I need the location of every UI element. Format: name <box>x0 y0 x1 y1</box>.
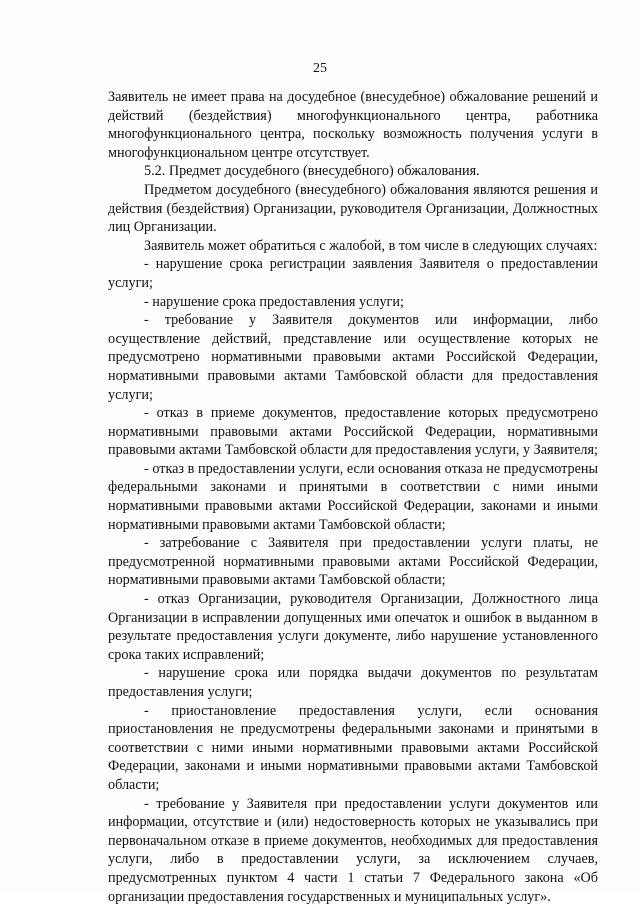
paragraph: - отказ в предоставлении услуги, если основания отказа не предусмотрены федеральными законами и принятыми в соответствии с ними иными нормативными правовыми актами Российской Федерации, законами и иными нормативными правовыми актами Тамбовской области; <box>108 460 598 533</box>
paragraph: - отказ Организации, руководителя Организации, Должностного лица Организации в исправлении допущенных ими опечаток и ошибок в выданном в результате предоставления услуги документе, либо нарушение установленного срока таких исправлений; <box>108 591 598 663</box>
paragraph: - нарушение срока или порядка выдачи документов по результатам предоставления услуги; <box>108 665 598 700</box>
paragraph: - приостановление предоставления услуги, если основания приостановления не предусмотрены федеральными законами и принятыми в соответствии с ними иными нормативными правовыми актами Российской Федерации, законами и иными нормативными правовыми актами Тамбовской области; <box>108 702 598 793</box>
page-number: 25 <box>313 61 327 76</box>
paragraph: - нарушение срока регистрации заявления Заявителя о предоставлении услуги; <box>108 256 598 291</box>
paragraph: Заявитель не имеет права на досудебное (внесудебное) обжалование решений и действий (бездействия) многофункционального центра, работника многофункционального центра, поскольку возможность получения услуги в многофункциональном центре отсутствует. <box>108 89 598 161</box>
paragraph: Предметом досудебного (внесудебного) обжалования являются решения и действия (бездействия) Организации, руководителя Организации, Должностных лиц Организации. <box>108 181 598 236</box>
paragraph: - требование у Заявителя документов или информации, либо осуществление действий, представление или осуществление которых не предусмотрено нормативными правовыми актами Российской Федерации, нормативными правовыми актами Тамбовской области для предоставления услуги; <box>108 312 598 403</box>
paragraph: - отказ в приеме документов, предоставление которых предусмотрено нормативными правовыми актами Российской Федерации, нормативными правовыми актами Тамбовской области для предоставления услуги, у Заявителя; <box>108 405 598 459</box>
paragraph: - требование у Заявителя при предоставлении услуги документов или информации, отсутствие и (или) недостоверность которых не указывались при первоначальном отказе в приеме документов, необходимых для предоставления услуги, либо в предоставлении услуги, за исключением случаев, предусмотренных пунктом 4 части 1 статьи 7 Федерального закона «Об организации предоставления государственных и муниципальных услуг». <box>108 795 598 905</box>
paragraph: - нарушение срока предоставления услуги; <box>144 293 404 310</box>
paragraph: 5.2. Предмет досудебного (внесудебного) обжалования. <box>144 163 480 180</box>
paragraph: - затребование с Заявителя при предоставлении услуги платы, не предусмотренной нормативными правовыми актами Российской Федерации, нормативными правовыми актами Тамбовской области; <box>108 535 598 589</box>
paragraph: Заявитель может обратиться с жалобой, в том числе в следующих случаях: <box>144 237 598 254</box>
document-body <box>108 88 598 906</box>
